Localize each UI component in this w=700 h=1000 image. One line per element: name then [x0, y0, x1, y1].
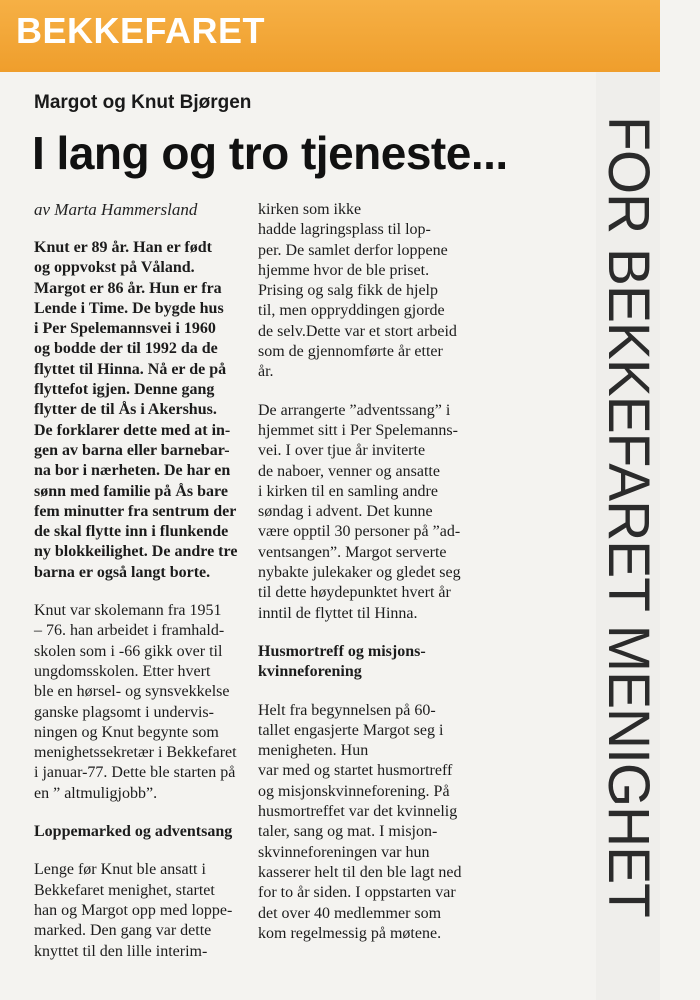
text-line: na bor i nærheten. De har en	[34, 462, 231, 480]
text-line: kom regelmessig på møtene.	[258, 924, 442, 942]
text-line: han og Margot opp med loppe-	[34, 901, 233, 919]
body-paragraph	[258, 200, 472, 383]
text-line: Knut var skolemann fra 1951	[34, 602, 222, 620]
text-line: vei. I over tjue år inviterte	[258, 442, 426, 460]
text-line: – 76. han arbeidet i framhald-	[34, 622, 225, 640]
text-line: i kirken til en samling andre	[258, 482, 438, 500]
text-column-1	[34, 238, 244, 980]
text-line: ningen og Knut begynte som	[34, 723, 219, 741]
text-line: kasserer helt til den ble lagt ned	[258, 863, 462, 881]
subheading: Loppemarked og adventsang	[34, 823, 233, 841]
text-line: var med og startet husmortreff	[258, 762, 453, 780]
text-line: Margot er 86 år. Hun er fra	[34, 279, 222, 297]
text-line: sønn med familie på Ås bare	[34, 482, 228, 500]
text-line: søndag i advent. Det kunne	[258, 503, 433, 521]
text-line: det over 40 medlemmer som	[258, 904, 442, 922]
subheading	[258, 642, 472, 683]
text-line: de skal flytte inn i flunkende	[34, 523, 229, 541]
text-line: flytter de til Ås i Akershus.	[34, 401, 217, 419]
text-line: ungdomsskolen. Etter hvert	[34, 662, 211, 680]
text-line: de naboer, venner og ansatte	[258, 462, 440, 480]
article-kicker: Margot og Knut Bjørgen	[34, 92, 252, 113]
body-paragraph	[258, 401, 472, 624]
text-line: som de gjennomførte år etter	[258, 343, 443, 361]
article-byline: av Marta Hammersland	[34, 200, 198, 219]
text-line: i Per Spelemannsvei i 1960	[34, 320, 216, 338]
text-line: skolen som i -66 gikk over til	[34, 642, 223, 660]
text-line: De forklarer dette med at in-	[34, 421, 231, 439]
text-line: ventsangen”. Margot serverte	[258, 543, 447, 561]
text-line: være opptil 30 personer på ”ad-	[258, 523, 461, 541]
text-line: Prising og salg fikk de hjelp	[258, 282, 438, 300]
text-line: hadde lagringsplass til lop-	[258, 221, 431, 239]
text-line: de selv.Dette var et stort arbeid	[258, 322, 457, 340]
body-paragraph	[258, 701, 472, 945]
section-header	[0, 0, 660, 72]
text-line: og oppvokst på Våland.	[34, 259, 195, 277]
text-line: De arrangerte ”adventssang” i	[258, 401, 451, 419]
text-line: barna er også langt borte.	[34, 563, 211, 581]
text-line: en ” altmuligjobb”.	[34, 784, 158, 802]
text-line: fem minutter fra sentrum der	[34, 502, 237, 520]
text-line: til dette høydepunktet hvert år	[258, 584, 451, 602]
text-line: hjemme hvor de ble priset.	[258, 261, 430, 279]
text-line: og misjonskvinneforening. På	[258, 782, 450, 800]
text-line: Knut er 89 år. Han er født	[34, 239, 212, 256]
text-line: ny blokkeilighet. De andre tre	[34, 543, 238, 561]
text-line: Bekkefaret menighet, startet	[34, 881, 215, 899]
text-line: hjemmet sitt i Per Spelemanns-	[258, 421, 458, 439]
lead-paragraph	[34, 238, 244, 583]
text-line: Lende i Time. De bygde hus	[34, 299, 224, 317]
article-headline: I lang og tro tjeneste...	[32, 127, 508, 179]
text-line: for to år siden. I oppstarten var	[258, 884, 456, 902]
text-line: nybakte julekaker og gledet seg	[258, 564, 461, 582]
text-line: flyttet til Hinna. Nå er de på	[34, 360, 227, 378]
body-paragraph	[34, 860, 244, 961]
text-line: marked. Den gang var dette	[34, 922, 212, 940]
text-line: gen av barna eller barnebar-	[34, 441, 230, 459]
text-column-2	[258, 200, 472, 962]
text-line: husmortreffet var det kvinnelig	[258, 803, 458, 821]
text-line: menighetssekretær i Bekkefaret	[34, 744, 237, 762]
text-line: ganske plagsomt i undervis-	[34, 703, 214, 721]
text-line: menigheten. Hun	[258, 742, 369, 760]
text-line: Lenge før Knut ble ansatt i	[34, 861, 206, 879]
text-line: Helt fra begynnelsen på 60-	[258, 701, 436, 719]
text-line: og bodde der til 1992 da de	[34, 340, 218, 358]
text-line: kvinneforening	[258, 663, 362, 681]
text-line: til, men oppryddingen gjorde	[258, 302, 445, 320]
text-line: taler, sang og mat. I misjon-	[258, 823, 438, 841]
section-title: BEKKEFARET	[16, 10, 266, 51]
text-line: kirken som ikke	[258, 201, 362, 218]
text-line: knyttet til den lille interim-	[34, 942, 208, 960]
text-line: år.	[258, 363, 274, 381]
text-line: tallet engasjerte Margot seg i	[258, 721, 444, 739]
body-paragraph	[34, 601, 244, 804]
text-line: inntil de flyttet til Hinna.	[258, 604, 418, 622]
text-line: Husmortreff og misjons-	[258, 642, 426, 660]
text-line: ble en hørsel- og synsvekkelse	[34, 683, 230, 701]
text-line: i januar-77. Dette ble starten på	[34, 764, 236, 782]
text-line: per. De samlet derfor loppene	[258, 241, 448, 259]
vertical-parish-title: FOR BEKKEFARET MENIGHET	[596, 116, 661, 917]
text-line: skvinneforeningen var hun	[258, 843, 430, 861]
text-line: flyttefot igjen. Denne gang	[34, 381, 215, 399]
